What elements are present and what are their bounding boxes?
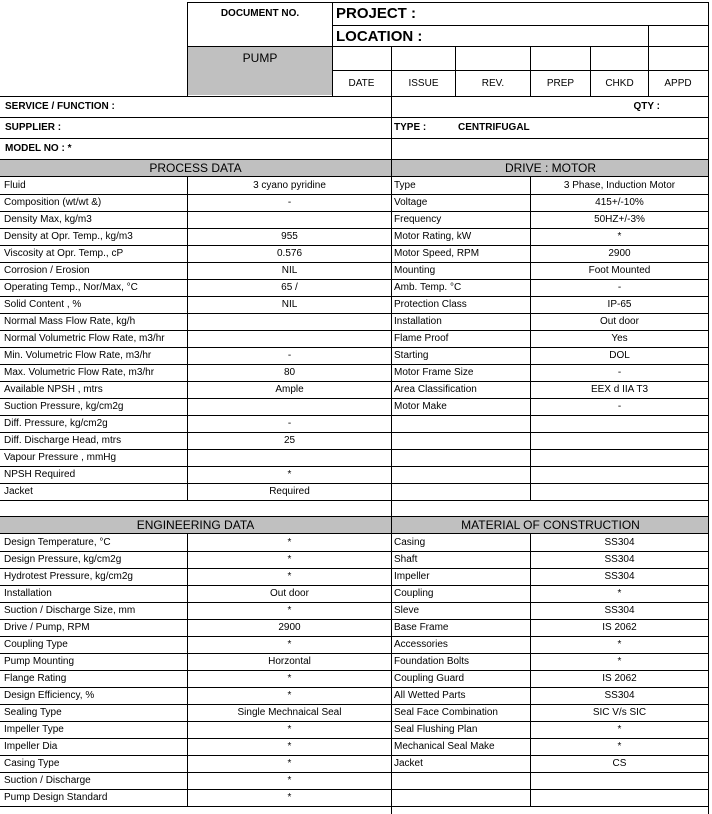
moc-row-label: All Wetted Parts — [394, 690, 466, 701]
drive-row-value: - — [617, 367, 622, 378]
process-data-title: PROCESS DATA — [149, 161, 242, 175]
moc-row-label: Coupling — [394, 588, 434, 599]
engineering-row-label: Pump Design Standard — [4, 792, 108, 803]
drive-row-value: - — [617, 282, 622, 293]
moc-row-label: Casing — [394, 537, 426, 548]
col-chkd: CHKD — [605, 78, 634, 89]
process-row-label: Viscosity at Opr. Temp., cP — [4, 248, 124, 259]
engineering-row-label: Drive / Pump, RPM — [4, 622, 90, 633]
process-row-value: * — [287, 469, 292, 480]
process-row-label: Fluid — [4, 180, 26, 191]
drive-row-label: Flame Proof — [394, 333, 449, 344]
drive-row-label: Amb. Temp. °C — [394, 282, 462, 293]
col-date: DATE — [348, 78, 375, 89]
engineering-row-value: * — [287, 741, 292, 752]
engineering-row-label: Hydrotest Pressure, kg/cm2g — [4, 571, 133, 582]
location-label: LOCATION : — [336, 28, 423, 45]
engineering-row-value: * — [287, 775, 292, 786]
drive-row-label: Starting — [394, 350, 429, 361]
moc-row-value: SS304 — [604, 690, 635, 701]
drive-row-label: Motor Speed, RPM — [394, 248, 480, 259]
drive-row-value: IP-65 — [607, 299, 632, 310]
moc-title: MATERIAL OF CONSTRUCTION — [461, 518, 640, 532]
drive-row-label: Motor Rating, kW — [394, 231, 472, 242]
drive-row-label: Installation — [394, 316, 442, 327]
project-label: PROJECT : — [336, 5, 417, 22]
supplier-label: SUPPLIER : — [5, 122, 62, 133]
drive-row-value: 415+/-10% — [595, 197, 644, 208]
engineering-row-label: Impeller Type — [4, 724, 64, 735]
moc-row-value: * — [617, 741, 622, 752]
engineering-row-label: Pump Mounting — [4, 656, 75, 667]
moc-row-label: Foundation Bolts — [394, 656, 470, 667]
moc-row-value: SIC V/s SIC — [592, 707, 647, 718]
engineering-row-value: * — [287, 673, 292, 684]
col-prep: PREP — [546, 78, 575, 89]
process-row-value: - — [287, 418, 292, 429]
engineering-row-value: Horzontal — [268, 656, 311, 667]
moc-row-value: IS 2062 — [602, 673, 637, 684]
process-row-value: 955 — [281, 231, 298, 242]
process-row-label: Suction Pressure, kg/cm2g — [4, 401, 124, 412]
model-label: MODEL NO : * — [5, 143, 72, 154]
process-row-value: 65 / — [281, 282, 298, 293]
engineering-row-label: Design Temperature, °C — [4, 537, 111, 548]
moc-row-value: SS304 — [604, 605, 635, 616]
drive-row-label: Motor Frame Size — [394, 367, 474, 378]
engineering-row-label: Coupling Type — [4, 639, 68, 650]
process-row-label: Jacket — [4, 486, 33, 497]
process-row-value: 3 cyano pyridine — [253, 180, 326, 191]
process-row-label: Density at Opr. Temp., kg/m3 — [4, 231, 133, 242]
engineering-row-value: * — [287, 639, 292, 650]
process-row-value: NIL — [281, 299, 298, 310]
drive-row-label: Area Classification — [394, 384, 477, 395]
moc-row-value: CS — [612, 758, 627, 769]
engineering-row-label: Flange Rating — [4, 673, 67, 684]
moc-row-value: * — [617, 639, 622, 650]
engineering-row-label: Design Pressure, kg/cm2g — [4, 554, 122, 565]
moc-row-label: Seal Flushing Plan — [394, 724, 478, 735]
engineering-row-label: Design Efficiency, % — [4, 690, 95, 701]
engineering-row-value: * — [287, 605, 292, 616]
process-row-label: Corrosion / Erosion — [4, 265, 90, 276]
document-no-label: DOCUMENT NO. — [220, 8, 300, 19]
engineering-row-label: Suction / Discharge Size, mm — [4, 605, 136, 616]
process-row-value: NIL — [281, 265, 298, 276]
moc-row-label: Seal Face Combination — [394, 707, 498, 718]
process-row-label: Normal Mass Flow Rate, kg/h — [4, 316, 136, 327]
engineering-row-label: Casing Type — [4, 758, 60, 769]
process-row-label: Max. Volumetric Flow Rate, m3/hr — [4, 367, 155, 378]
process-row-label: Vapour Pressure , mmHg — [4, 452, 117, 463]
moc-row-value: * — [617, 656, 622, 667]
drive-row-value: Foot Mounted — [588, 265, 651, 276]
drive-row-value: - — [617, 401, 622, 412]
drive-row-value: DOL — [609, 350, 630, 361]
engineering-row-value: Out door — [270, 588, 309, 599]
engineering-row-value: * — [287, 571, 292, 582]
drive-row-value: 50HZ+/-3% — [594, 214, 645, 225]
drive-row-label: Frequency — [394, 214, 442, 225]
moc-row-label: Mechanical Seal Make — [394, 741, 495, 752]
moc-row-label: Coupling Guard — [394, 673, 465, 684]
type-label: TYPE : — [394, 122, 427, 133]
moc-row-label: Impeller — [394, 571, 430, 582]
moc-row-label: Shaft — [394, 554, 418, 565]
drive-row-value: 3 Phase, Induction Motor — [563, 180, 676, 191]
engineering-row-label: Impeller Dia — [4, 741, 58, 752]
engineering-row-value: 2900 — [278, 622, 301, 633]
drive-row-value: * — [617, 231, 622, 242]
engineering-row-value: Single Mechnaical Seal — [237, 707, 342, 718]
process-row-value: Ample — [275, 384, 304, 395]
process-row-label: Density Max, kg/m3 — [4, 214, 92, 225]
engineering-row-label: Installation — [4, 588, 52, 599]
drive-row-value: Yes — [611, 333, 628, 344]
drive-row-label: Motor Make — [394, 401, 447, 412]
process-row-value: Required — [269, 486, 310, 497]
drive-row-label: Protection Class — [394, 299, 467, 310]
engineering-row-value: * — [287, 554, 292, 565]
qty-label: QTY : — [633, 101, 660, 112]
col-issue: ISSUE — [408, 78, 439, 89]
engineering-row-value: * — [287, 690, 292, 701]
drive-row-label: Voltage — [394, 197, 428, 208]
process-row-value: 0.576 — [276, 248, 303, 259]
process-row-label: Diff. Pressure, kg/cm2g — [4, 418, 108, 429]
drive-row-value: Out door — [600, 316, 639, 327]
moc-row-value: IS 2062 — [602, 622, 637, 633]
process-row-label: Diff. Discharge Head, mtrs — [4, 435, 122, 446]
process-row-label: Composition (wt/wt &) — [4, 197, 102, 208]
process-row-value: - — [287, 197, 292, 208]
engineering-row-label: Suction / Discharge — [4, 775, 91, 786]
moc-row-value: * — [617, 588, 622, 599]
type-value: CENTRIFUGAL — [458, 122, 530, 133]
process-row-value: 25 — [283, 435, 296, 446]
engineering-row-value: * — [287, 724, 292, 735]
engineering-row-value: * — [287, 537, 292, 548]
engineering-data-title: ENGINEERING DATA — [136, 518, 255, 532]
moc-row-label: Jacket — [394, 758, 423, 769]
col-rev: REV. — [481, 78, 505, 89]
process-row-value: 80 — [283, 367, 296, 378]
process-row-label: Min. Volumetric Flow Rate, m3/hr — [4, 350, 152, 361]
service-label: SERVICE / FUNCTION : — [5, 101, 115, 112]
drive-motor-title: DRIVE : MOTOR — [504, 161, 597, 175]
moc-row-value: SS304 — [604, 537, 635, 548]
moc-row-label: Base Frame — [394, 622, 449, 633]
process-row-label: Solid Content , % — [4, 299, 82, 310]
process-row-value: - — [287, 350, 292, 361]
drive-row-value: EEX d IIA T3 — [590, 384, 649, 395]
engineering-row-value: * — [287, 758, 292, 769]
process-row-label: NPSH Required — [4, 469, 76, 480]
moc-row-value: SS304 — [604, 571, 635, 582]
engineering-row-value: * — [287, 792, 292, 803]
col-appd: APPD — [664, 78, 692, 89]
moc-row-label: Sleve — [394, 605, 420, 616]
drive-row-label: Type — [394, 180, 416, 191]
process-row-label: Normal Volumetric Flow Rate, m3/hr — [4, 333, 165, 344]
drive-row-label: Mounting — [394, 265, 436, 276]
equipment-label: PUMP — [242, 51, 278, 65]
engineering-row-label: Sealing Type — [4, 707, 62, 718]
process-row-label: Available NPSH , mtrs — [4, 384, 103, 395]
moc-row-value: SS304 — [604, 554, 635, 565]
drive-row-value: 2900 — [608, 248, 631, 259]
moc-row-value: * — [617, 724, 622, 735]
moc-row-label: Accessories — [394, 639, 448, 650]
process-row-label: Operating Temp., Nor/Max, °C — [4, 282, 138, 293]
